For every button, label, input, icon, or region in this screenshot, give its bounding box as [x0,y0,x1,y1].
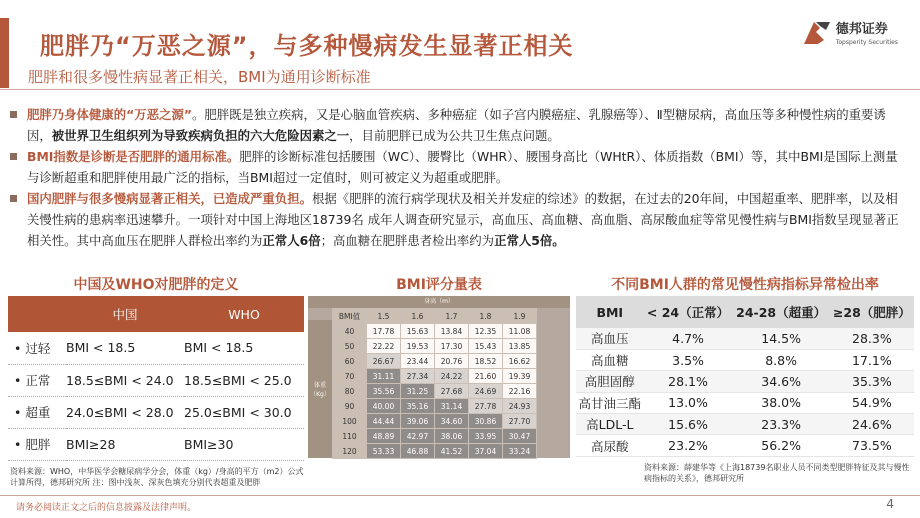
grid-bmi-cell: 34.60 [435,414,469,429]
table-cell: • 超重 [8,396,66,428]
table-cell: 14.5% [732,328,829,349]
grid-height-cell: 1.7 [435,309,469,324]
table-row [576,371,914,392]
grid-bmi-cell: 31.11 [367,369,401,384]
grid-bmi-cell: 22.16 [503,384,537,399]
bullet-lead: 国内肥胖与很多慢病显著正相关，已造成严重负担。 [27,191,312,206]
table-cell: 8.8% [732,349,829,370]
grid-weight-cell: 70 [333,369,367,384]
grid-bmi-cell: 22.22 [367,339,401,354]
header-divider [0,89,920,90]
bullet-square-icon [10,111,17,118]
table-cell: 24.6% [830,414,914,435]
table-row [576,392,914,413]
grid-row [333,429,537,444]
table-cell: 高血压 [576,328,644,349]
grid-bmi-cell: 30.47 [503,429,537,444]
grid-bmi-cell: 39.06 [401,414,435,429]
table-row [8,364,304,396]
grid-row [333,369,537,384]
table-cell: 25.0≤BMI < 30.0 [184,396,304,428]
table-cell: 38.0% [732,392,829,413]
grid-bmi-cell: 40.00 [367,399,401,414]
grid-bmi-cell: 17.30 [435,339,469,354]
grid-bmi-cell: 16.62 [503,354,537,369]
bullet-bold-text: 正常人6倍 [262,233,321,248]
table-cell: 23.2% [644,435,733,456]
page-subtitle: 肥胖和很多慢性病显著正相关，BMI为通用诊断标准 [28,68,371,86]
bullet-text: 根据《肥胖的流行病学现状及相关并发症的综述》的数据，在过去的20年间，中国超重率、肥胖率，以及相关慢性病的患病率迅速攀升。一项针对中国上海地区18739名 成年人调查研究显示，高血压、高血糖、高血脂、高尿酸血症等常见慢性病与BMI指数呈现显著正相关性。其中高血压在肥胖人群检出率约为 [27,191,899,248]
grid-row [333,339,537,354]
table3-title: 不同BMI人群的常见慢性病指标异常检出率 [611,277,879,293]
grid-row [333,444,537,459]
grid-weight-cell: 60 [333,354,367,369]
grid-bmi-cell: 27.78 [469,399,503,414]
grid-weight-cell: 90 [333,399,367,414]
table-row [8,332,304,364]
grid-header-row [333,309,537,324]
grid-row [333,324,537,339]
grid-bmi-cell: 19.53 [401,339,435,354]
bullet-item [10,146,910,188]
table-cell: 高血糖 [576,349,644,370]
grid-row [333,414,537,429]
table-row [8,396,304,428]
grid-bmi-cell: 35.16 [401,399,435,414]
table-cell: 56.2% [732,435,829,456]
table1-title: 中国及WHO对肥胖的定义 [73,277,239,293]
table-row [576,349,914,370]
table-cell: BMI≥30 [184,428,304,460]
table2-title: BMI评分量表 [396,277,482,293]
grid-bmi-cell: 11.08 [503,324,537,339]
table1-source-note: 资料来源：WHO，中华医学会糖尿病学分会，体重（kg）/身高的平方（m2）公式计算所得，德邦研究所 注：图中浅灰、深灰色填充分别代表超重及肥胖 [10,467,304,487]
grid-bmi-cell: 12.35 [469,324,503,339]
table-row [576,414,914,435]
grid-bmi-cell: 44.44 [367,414,401,429]
bullet-item [10,188,910,251]
table-cell: 18.5≤BMI < 25.0 [184,364,304,396]
grid-bmi-cell: 26.67 [367,354,401,369]
grid-weight-cell: 120 [333,444,367,459]
grid-bmi-cell: 37.04 [469,444,503,459]
grid-bmi-cell: 15.63 [401,324,435,339]
page-number: 4 [886,497,894,511]
grid-height-cell: 1.5 [367,309,401,324]
bullet-bold-text: 被世界卫生组织列为导致疾病负担的六大危险因素之一 [51,128,350,143]
bullet-square-icon [10,195,17,202]
grid-bmi-cell: 24.93 [503,399,537,414]
grid-bmi-cell: 53.33 [367,444,401,459]
table-header-row [576,296,914,328]
bullet-item [10,104,910,146]
bmi-score-grid [308,296,570,458]
table-cell: 34.6% [732,371,829,392]
grid-bmi-cell: 19.39 [503,369,537,384]
bullet-text: 肥胖的诊断标准包括腰围（WC）、腰臀比（WHR）、腰围身高比（WHtR）、体质指数（BMI）等，其中BMI是国际上测量与诊断超重和肥胖使用最广泛的指标，当BMI超过一定值时，则可被定义为超重或肥胖。 [27,149,898,185]
grid-height-cell: 1.8 [469,309,503,324]
grid-height-cell: 1.9 [503,309,537,324]
table-header-cell: 中国 [66,296,184,332]
grid-bmi-cell: 33.24 [503,444,537,459]
grid-weight-cell: 50 [333,339,367,354]
grid-weight-cell: 80 [333,384,367,399]
table-cell: 13.0% [644,392,733,413]
logo-name: 德邦证券 [835,22,888,37]
grid-bmi-cell: 24.22 [435,369,469,384]
grid-bmi-cell: 20.76 [435,354,469,369]
grid-row [333,399,537,414]
bullet-lead: 肥胖乃身体健康的“万恶之源” [27,107,192,122]
footer-divider [0,495,920,496]
bmi-grid-table [332,308,537,459]
disease-rate-table [576,296,914,457]
grid-bmi-cell: 27.34 [401,369,435,384]
grid-weight-cell: 40 [333,324,367,339]
grid-bmi-cell: 21.60 [469,369,503,384]
table-cell: • 过轻 [8,332,66,364]
table-cell: 高尿酸 [576,435,644,456]
grid-bmi-cell: 17.78 [367,324,401,339]
table3-source-note: 资料来源：薛建华等《上海18739名职业人员不同类型肥胖特征及其与慢性病指标的关系》，德邦研究所 [644,463,910,483]
grid-bmi-cell: 27.70 [503,414,537,429]
logo-english-name: Topsperity Securities [835,39,898,46]
page-title: 肥胖乃“万恶之源”，与多种慢病发生显著正相关 [40,32,574,60]
table-cell: • 正常 [8,364,66,396]
table-header-cell: ≥28（肥胖） [830,296,914,328]
grid-column-group-label: 身高（m） [308,296,570,308]
table-cell: BMI < 18.5 [184,332,304,364]
grid-row [333,384,537,399]
table-row [8,428,304,460]
table-cell: 高甘油三酯 [576,392,644,413]
table-row [576,435,914,456]
grid-bmi-cell: 13.85 [503,339,537,354]
bullet-lead: BMI指数是诊断是否肥胖的通用标准。 [27,149,240,164]
grid-bmi-cell: 24.69 [469,384,503,399]
table-header-cell: BMI [576,296,644,328]
table-cell: 17.1% [830,349,914,370]
table-header-cell: 24-28（超重） [732,296,829,328]
grid-bmi-cell: 41.52 [435,444,469,459]
bullet-text: ，目前肥胖已成为公共卫生焦点问题。 [349,128,560,143]
table-cell: 28.3% [830,328,914,349]
grid-bmi-cell: 31.25 [401,384,435,399]
obesity-definition-table [8,296,304,461]
grid-weight-cell: 110 [333,429,367,444]
grid-bmi-cell: 27.68 [435,384,469,399]
company-logo [802,18,898,48]
table-cell: 23.3% [732,414,829,435]
table-header-row [8,296,304,332]
bullet-text: 。肥胖既是独立疾病，又是心脑血管疾病、多种癌症（如子宫内膜癌症、乳腺癌等）、Ⅱ型糖尿病，高血压等多种慢性病的重要诱因， [27,107,886,143]
table-cell: 18.5≤BMI < 24.0 [66,364,184,396]
grid-bmi-cell: 38.06 [435,429,469,444]
table-cell: 24.0≤BMI < 28.0 [66,396,184,428]
bullet-square-icon [10,153,17,160]
bullet-list [10,104,910,251]
bullet-bold-text: 正常人5倍。 [494,233,565,248]
table-cell: 4.7% [644,328,733,349]
table-header-cell [8,296,66,332]
table-header-cell: WHO [184,296,304,332]
grid-bmi-cell: 30.86 [469,414,503,429]
title-accent-bar [0,18,9,88]
table-cell: 28.1% [644,371,733,392]
disclaimer-text: 请务必阅读正文之后的信息披露及法律声明。 [16,503,197,513]
table-cell: 高胆固醇 [576,371,644,392]
grid-bmi-cell: 46.88 [401,444,435,459]
grid-bmi-cell: 31.14 [435,399,469,414]
logo-mark-icon [802,18,832,48]
grid-height-cell: 1.6 [401,309,435,324]
grid-bmi-cell: 18.52 [469,354,503,369]
grid-bmi-cell: 23.44 [401,354,435,369]
grid-bmi-cell: 42.97 [401,429,435,444]
table-cell: 35.3% [830,371,914,392]
grid-row [333,354,537,369]
table-header-cell: < 24（正常） [644,296,733,328]
grid-corner-cell: BMI值 [333,309,367,324]
table-cell: BMI < 18.5 [66,332,184,364]
grid-bmi-cell: 13.84 [435,324,469,339]
bullet-text: ；高血糖在肥胖患者检出率约为 [320,233,495,248]
table-cell: 高LDL-L [576,414,644,435]
table-cell: • 肥胖 [8,428,66,460]
grid-weight-cell: 100 [333,414,367,429]
table-cell: 73.5% [830,435,914,456]
grid-bmi-cell: 48.89 [367,429,401,444]
table-cell: BMI≥28 [66,428,184,460]
table-row [576,328,914,349]
grid-row-group-label: 体重（Kg） [308,320,332,458]
grid-bmi-cell: 33.95 [469,429,503,444]
grid-bmi-cell: 35.56 [367,384,401,399]
grid-bmi-cell: 15.43 [469,339,503,354]
table-cell: 3.5% [644,349,733,370]
table-cell: 15.6% [644,414,733,435]
table-cell: 54.9% [830,392,914,413]
